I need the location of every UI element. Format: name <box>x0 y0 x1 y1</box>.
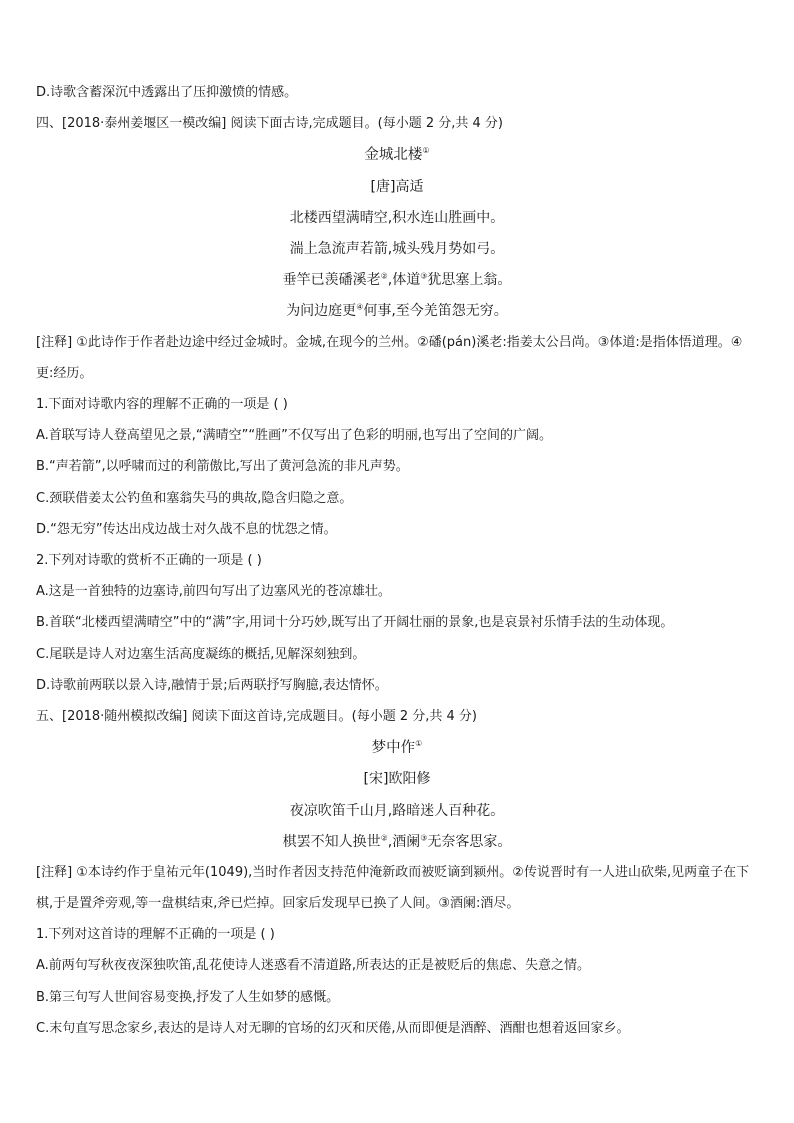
question-5-1-option-b: B.第三句写人世间容易变换,抒发了人生如梦的感慨。 <box>36 990 340 1005</box>
poem-1-author: [唐]高适 <box>370 179 424 195</box>
question-1-option-a: A.首联写诗人登高望见之景,“满晴空”“胜画”不仅写出了色彩的明丽,也写出了空间的广阔。 <box>36 428 553 443</box>
question-1-option-c: C.颈联借姜太公钓鱼和塞翁失马的典故,隐含归隐之意。 <box>36 491 353 506</box>
poem-1-line-2: 湍上急流声若箭,城头残月势如弓。 <box>289 241 505 257</box>
poem-2-author: [宋]欧阳修 <box>363 771 431 787</box>
question-5-1-option-c: C.末句直写思念家乡,表达的是诗人对无聊的官场的幻灭和厌倦,从而即便是酒醉、酒酣也想着返回家乡。 <box>36 1021 630 1036</box>
poem-1-line-1: 北楼西望满晴空,积水连山胜画中。 <box>289 210 505 226</box>
poem-1-line-3: 垂竿已羡磻溪老②,体道③犹思塞上翁。 <box>282 271 512 288</box>
option-d-previous: D.诗歌含蓄深沉中透露出了压抑激愤的情感。 <box>36 85 298 100</box>
footnote-marker: ③ <box>420 833 428 843</box>
question-2-option-c: C.尾联是诗人对边塞生活高度凝练的概括,见解深刻独到。 <box>36 647 366 662</box>
question-2-option-b: B.首联“北楼西望满晴空”中的“满”字,用词十分巧妙,既写出了开阔壮丽的景象,也是哀景衬乐情手法的生动体现。 <box>36 615 674 630</box>
footnote-marker: ① <box>415 739 423 749</box>
poem-2-title: 梦中作① <box>371 739 423 756</box>
section-5-heading: 五、[2018·随州模拟改编] 阅读下面这首诗,完成题目。(每小题 2 分,共 4 分) <box>36 709 477 724</box>
poem-2-line-2: 棋罢不知人换世②,酒阑③无奈客思家。 <box>282 833 512 850</box>
question-2-option-a: A.这是一首独特的边塞诗,前四句写出了边塞风光的苍凉雄壮。 <box>36 584 391 599</box>
poem-2-line-1: 夜凉吹笛千山月,路暗迷人百种花。 <box>289 803 505 819</box>
poem-1-annotation: [注释] ①此诗作于作者赴边途中经过金城时。金城,在现今的兰州。②磻(pán)溪老:指姜太公吕尚。③体道:是指体悟道理。④更:经历。 <box>36 335 743 381</box>
footnote-marker: ② <box>380 271 388 281</box>
question-2-stem: 2.下列对诗歌的赏析不正确的一项是 ( ) <box>36 553 262 568</box>
footnote-marker: ① <box>422 146 430 156</box>
question-5-1-option-a: A.前两句写秋夜夜深独吹笛,乱花使诗人迷惑看不清道路,所表达的正是被贬后的焦虑、失意之情。 <box>36 958 591 973</box>
question-5-1-stem: 1.下列对这首诗的理解不正确的一项是 ( ) <box>36 927 275 942</box>
poem-1-line-4: 为问边庭更④何事,至今羌笛怨无穷。 <box>286 302 508 319</box>
question-2-option-d: D.诗歌前两联以景入诗,融情于景;后两联抒写胸臆,表达情怀。 <box>36 678 388 693</box>
section-4-heading: 四、[2018·泰州姜堰区一模改编] 阅读下面古诗,完成题目。(每小题 2 分,共 4 分) <box>36 116 503 131</box>
footnote-marker: ③ <box>420 271 428 281</box>
footnote-marker: ② <box>380 833 388 843</box>
poem-1-title: 金城北楼① <box>364 146 430 163</box>
question-1-option-b: B.“声若箭”,以呼啸而过的利箭傲比,写出了黄河急流的非凡声势。 <box>36 459 409 474</box>
question-1-option-d: D.“怨无穷”传达出戍边战士对久战不息的忧怨之情。 <box>36 522 337 537</box>
footnote-marker: ④ <box>356 302 364 312</box>
poem-2-annotation: [注释] ①本诗约作于皇祐元年(1049),当时作者因支持范仲淹新政而被贬谪到颍州。②传说晋时有一人进山砍柴,见两童子在下棋,于是置斧旁观,等一盘棋结束,斧已烂掉。回家后发现早已换了人间。③酒阑:酒尽。 <box>36 865 750 911</box>
question-1-stem: 1.下面对诗歌内容的理解不正确的一项是 ( ) <box>36 397 288 412</box>
